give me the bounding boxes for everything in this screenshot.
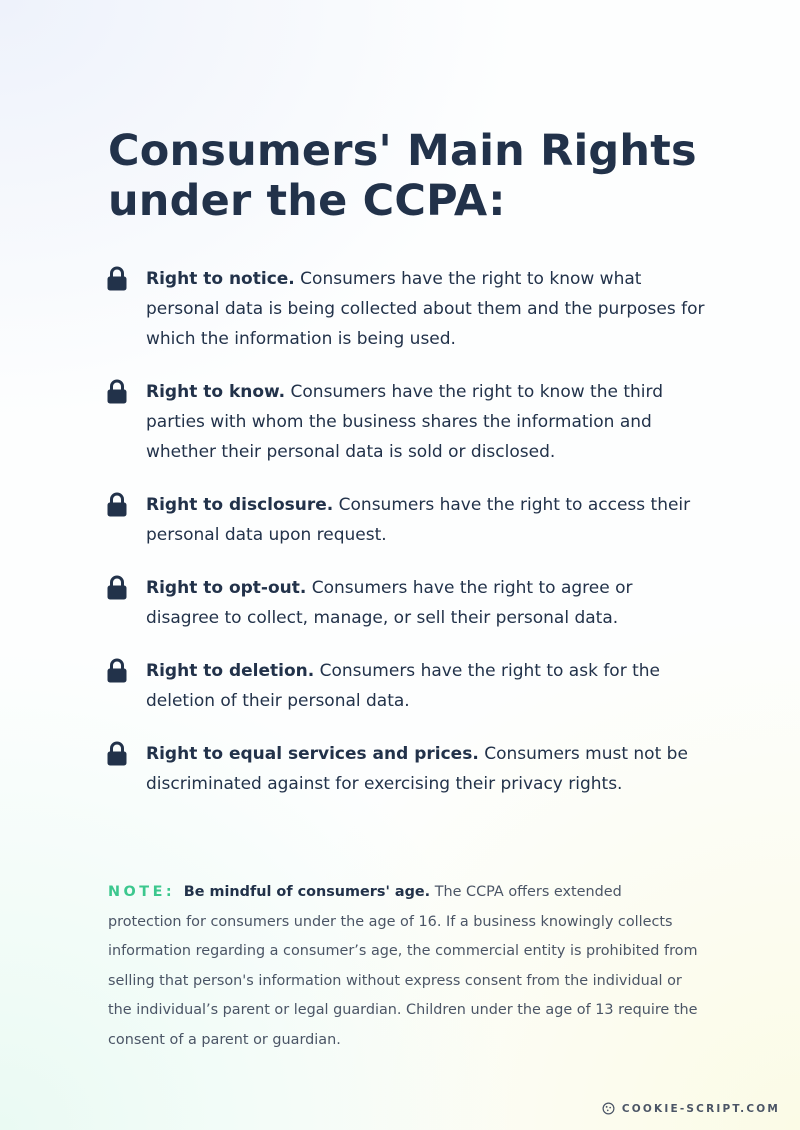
lock-icon (106, 575, 128, 601)
right-name: Right to opt-out. (146, 578, 307, 598)
lock-icon (106, 658, 128, 684)
right-item-deletion (106, 656, 706, 716)
note-text: The CCPA offers extended protection for consumers under the age of 16. If a business knowingly collects information regarding a consumer’s age, the commercial entity is prohibited from selling that person's information without express consent from the individual or the individual’s parent or legal guardian. Children under the age of 13 require the consent of a parent or guardian. (108, 884, 698, 1048)
page-title: Consumers' Main Rights under the CCPA: (108, 126, 697, 226)
cookie-icon (602, 1102, 615, 1115)
right-description: Consumers have the right to agree or disagree to collect, manage, or sell their personal data. (146, 578, 633, 628)
lock-icon (106, 741, 128, 767)
right-name: Right to know. (146, 382, 286, 402)
lock-icon (106, 492, 128, 518)
right-description: Consumers have the right to know what personal data is being collected about them and the purposes for which the information is being used. (146, 269, 705, 349)
right-item-notice (106, 264, 706, 354)
right-name: Right to equal services and prices. (146, 744, 479, 764)
lock-icon (106, 266, 128, 292)
right-item-know (106, 377, 706, 467)
rights-list (106, 264, 706, 822)
right-name: Right to disclosure. (146, 495, 334, 515)
right-description: Consumers have the right to know the third parties with whom the business shares the information and whether their personal data is sold or disclosed. (146, 382, 663, 462)
right-description: Consumers must not be discriminated against for exercising their privacy rights. (146, 744, 688, 794)
footer-brand (602, 1102, 780, 1115)
right-name: Right to notice. (146, 269, 295, 289)
note-heading: Be mindful of consumers' age. (183, 884, 431, 900)
footer-brand-text: COOKIE-SCRIPT.COM (621, 1102, 780, 1115)
right-item-disclosure (106, 490, 706, 550)
right-name: Right to deletion. (146, 661, 315, 681)
right-description: Consumers have the right to access their personal data upon request. (146, 495, 691, 545)
note-paragraph (108, 878, 698, 1055)
right-description: Consumers have the right to ask for the deletion of their personal data. (146, 661, 661, 711)
note-label: NOTE: (108, 884, 176, 900)
right-item-equal-services (106, 739, 706, 799)
lock-icon (106, 379, 128, 405)
right-item-opt-out (106, 573, 706, 633)
